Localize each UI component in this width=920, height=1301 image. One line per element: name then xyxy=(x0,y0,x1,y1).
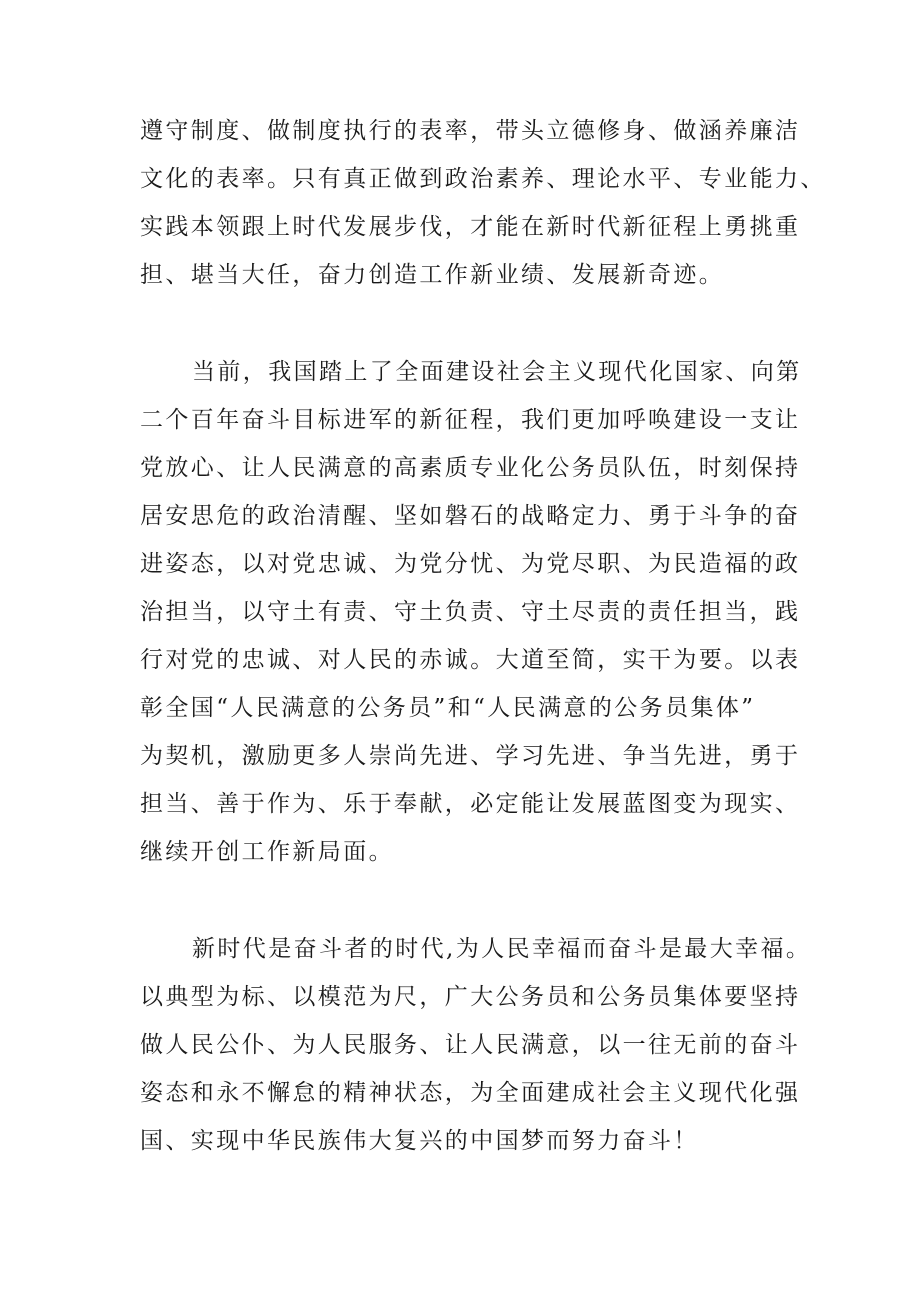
text-line: 实践本领跟上时代发展步伐，才能在新时代新征程上勇挑重 xyxy=(140,214,801,240)
text-line: 遵守制度、做制度执行的表率，带头立德修身、做涵养廉洁 xyxy=(140,118,801,144)
text-line: 居安思危的政治清醒、坚如磐石的战略定力、勇于斗争的奋 xyxy=(140,503,801,529)
text-line: 以典型为标、以模范为尺，广大公务员和公务员集体要坚持 xyxy=(140,984,801,1010)
text-line: 治担当，以守土有责、守土负责、守土尽责的责任担当，践 xyxy=(140,599,801,625)
text-line: 姿态和永不懈怠的精神状态，为全面建成社会主义现代化强 xyxy=(140,1080,801,1106)
text-line: 党放心、让人民满意的高素质专业化公务员队伍，时刻保持 xyxy=(140,455,801,481)
text-line: 进姿态，以对党忠诚、为党分忧、为党尽职、为民造福的政 xyxy=(140,551,801,577)
text-line: 二个百年奋斗目标进军的新征程，我们更加呼唤建设一支让 xyxy=(140,407,801,433)
text-line: 国、实现中华民族伟大复兴的中国梦而努力奋斗！ xyxy=(140,1128,699,1154)
text-line: 彰全国“人民满意的公务员”和“人民满意的公务员集体” xyxy=(140,695,756,721)
paragraph-2 xyxy=(140,348,800,876)
text-line-indented: 当前，我国踏上了全面建设社会主义现代化国家、向第 xyxy=(192,359,802,385)
paragraph-3 xyxy=(140,925,812,1165)
text-line-indented: 新时代是奋斗者的时代,为人民幸福而奋斗是最大幸福。 xyxy=(192,936,812,962)
paragraph-1 xyxy=(140,107,826,299)
text-line: 继续开创工作新局面。 xyxy=(140,839,394,865)
text-line: 担当、善于作为、乐于奉献，必定能让发展蓝图变为现实、 xyxy=(140,791,801,817)
text-line: 为契机，激励更多人崇尚先进、学习先进、争当先进，勇于 xyxy=(140,743,801,769)
text-line: 行对党的忠诚、对人民的赤诚。大道至简，实干为要。以表 xyxy=(140,647,801,673)
text-line: 做人民公仆、为人民服务、让人民满意，以一往无前的奋斗 xyxy=(140,1032,801,1058)
text-line: 担、堪当大任，奋力创造工作新业绩、发展新奇迹。 xyxy=(140,262,725,288)
text-line: 文化的表率。只有真正做到政治素养、理论水平、专业能力、 xyxy=(140,166,826,192)
